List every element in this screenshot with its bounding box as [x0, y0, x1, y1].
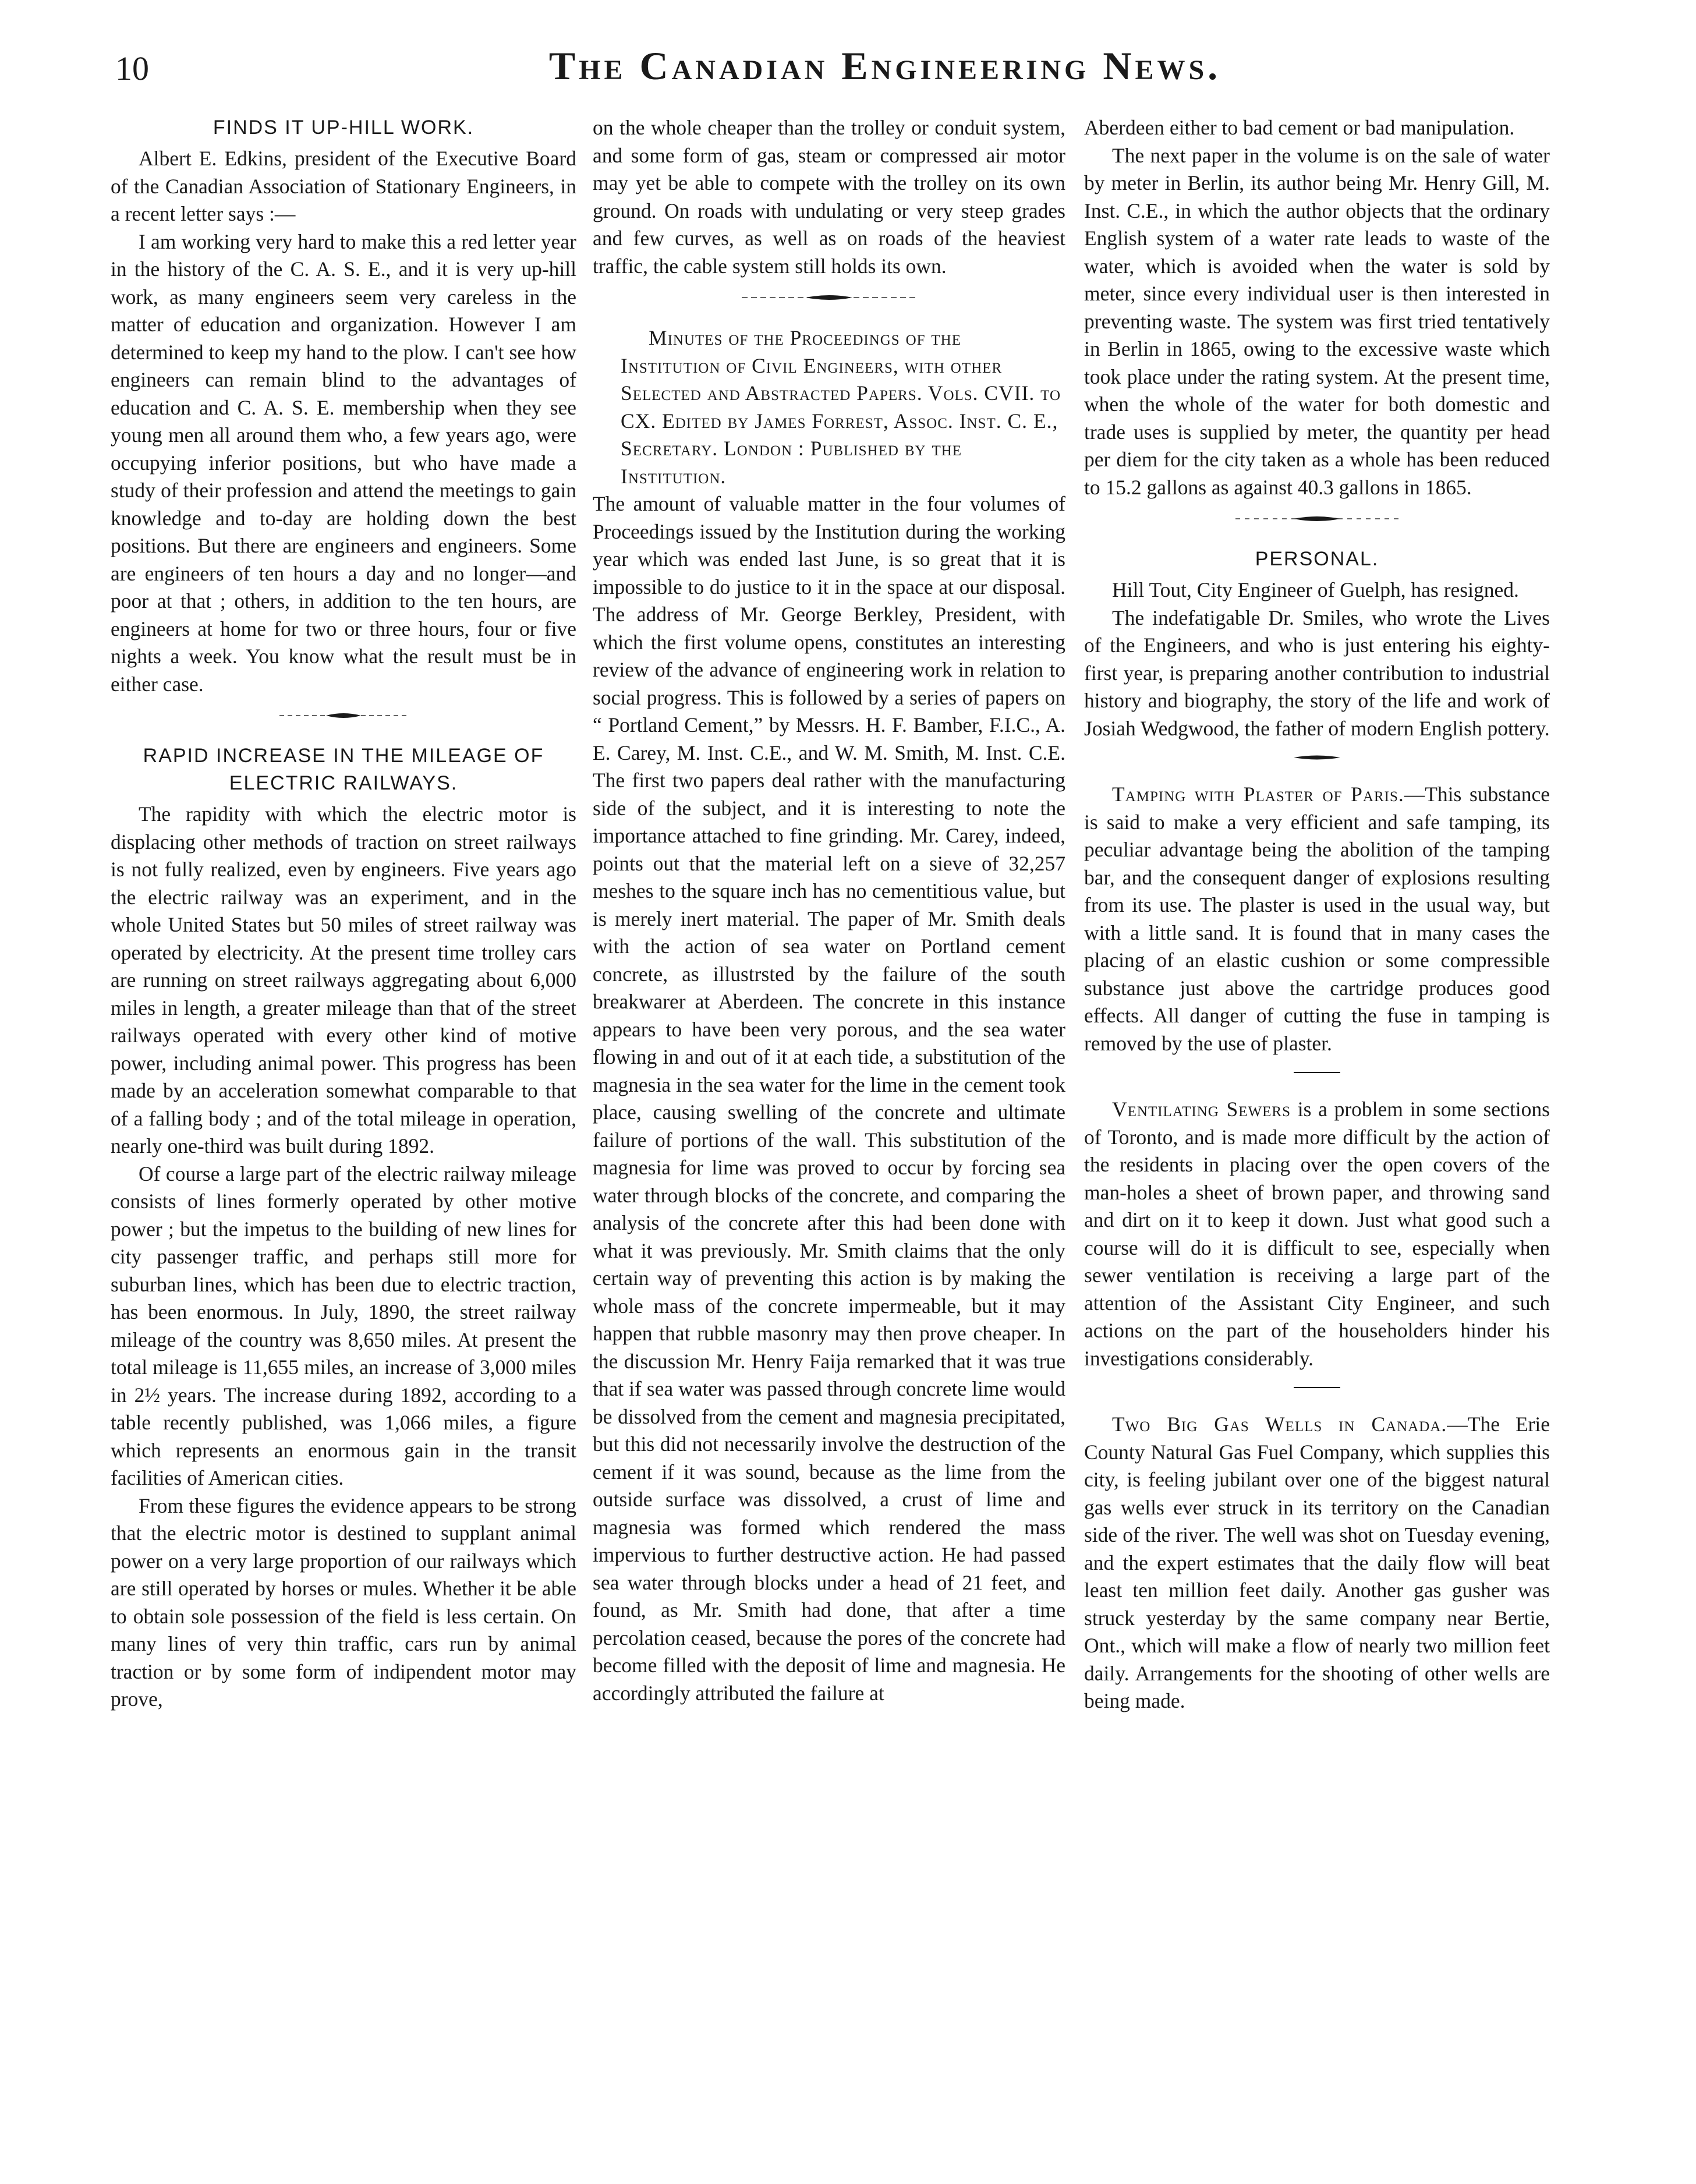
- item-body: is a problem in some sections of Toronto, and is made more difficult by the action of the residents in placing over the open covers of the man-holes a sheet of brown paper, and throwing sand and dirt on it to keep it down. Just what good such a course will do it is difficult to see, especially when sewer ventilation is receiving a large part of the attention of the Assistant City Engineer, and such actions on the part of the householders hinder his investigations considerably.: [1084, 1098, 1550, 1370]
- divider-ornament-icon: [1235, 513, 1398, 525]
- section-divider: [1084, 747, 1550, 768]
- item-tamping: [1084, 781, 1550, 1057]
- section-divider: [593, 286, 1065, 309]
- heading-rapid-increase: RAPID INCREASE IN THE MILEAGE OF ELECTRIC RAILWAYS.: [143, 745, 544, 794]
- section-divider: [1084, 1377, 1550, 1398]
- paragraph-continued: on the whole cheaper than the trolley or conduit system, and some form of gas, steam or compressed air motor may yet be able to compete with the trolley on its own ground. On roads with undulating or very steep grades and few curves, as well as on roads of the heaviest traffic, the cable system still holds its own.: [593, 116, 1065, 278]
- section-divider: [111, 704, 576, 727]
- item-ventilating-sewers: [1084, 1096, 1550, 1372]
- column-left: [111, 114, 576, 2140]
- heading-personal: PERSONAL.: [1255, 548, 1379, 570]
- paragraph: Albert E. Edkins, president of the Executive Board of the Canadian Association of Stationary Engineers, in a recent letter says :—: [111, 147, 576, 225]
- paragraph-continued: Aberdeen either to bad cement or bad manipulation.: [1084, 116, 1515, 139]
- paragraph: The rapidity with which the electric motor is displacing other methods of traction on street railways is not fully realized, even by engineers. Five years ago the electric railway was an experiment, and in the whole United States but 50 miles of street railway was operated by electricity. At the present time trolley cars are running on street railways aggregating about 6,000 miles in length, a greater mileage than that of the street railways operated with every other kind of motive power, including animal power. This progress has been made by an acceleration somewhat comparable to that of a falling body ; and of the total mileage in operation, nearly one-third was built during 1892.: [111, 802, 576, 1158]
- item-gas-wells: [1084, 1411, 1550, 1715]
- paragraph: Hill Tout, City Engineer of Guelph, has resigned.: [1112, 578, 1519, 601]
- paragraph: The next paper in the volume is on the sale of water by meter in Berlin, its author being Mr. Henry Gill, M. Inst. C.E., in which the author objects that the ordinary English system of a water rate leads to waste of the water, which is avoided when the water is sold by meter, since every individual user is then interested in preventing waste. The system was first tried tentatively in Berlin in 1865, owing to the excessive waste which took place under the rating system. At the present time, when the whole of the water for both domestic and trade uses is supplied by meter, the quantity per head per diem for the city taken as a whole has been reduced to 15.2 gallons as against 40.3 gallons in 1865.: [1084, 143, 1550, 499]
- column-right: [1084, 114, 1550, 2140]
- item-lead: Ventilating Sewers: [1112, 1098, 1291, 1121]
- paragraph: The indefatigable Dr. Smiles, who wrote the Lives of the Engineers, and who is just entering his eighty-first year, is preparing another contribution to industrial history and biography, the story of the life and work of Josiah Wedgwood, the father of modern English pottery.: [1084, 606, 1550, 740]
- divider-rule-icon: [1288, 1382, 1346, 1393]
- page-number: 10: [115, 49, 149, 87]
- masthead: The Canadian Engineering News.: [548, 44, 1221, 88]
- section-divider: [1084, 1062, 1550, 1083]
- paragraph: From these figures the evidence appears to be strong that the electric motor is destined to supplant animal power on a very large proportion of our railways which are still operated by horses or mules. Whether it be able to obtain sole possession of the field is less certain. On many lines of very thin traffic, cars run by animal traction or by some form of indipendent motor may prove,: [111, 1493, 576, 1711]
- heading-finds-it-up-hill-work: FINDS IT UP-HILL WORK.: [213, 116, 475, 139]
- column-middle: [593, 114, 1065, 2140]
- item-lead: Tamping with Plaster of Paris.: [1112, 783, 1404, 806]
- review-header: Minutes of the Proceedings of the Institution of Civil Engineers, with other Selected and Abstracted Papers. Vols. CVII. to CX. Edited by James Forrest, Assoc. Inst. C. E., Secretary. London : Published by the Institution.: [621, 326, 1061, 488]
- paragraph: Of course a large part of the electric railway mileage consists of lines formerly operated by other motive power ; but the impetus to the building of new lines for city passenger traffic, and perhaps still more for suburban lines, which has been due to electric traction, has been enormous. In July, 1890, the street railway mileage of the country was 8,650 miles. At present the total mileage is 11,655 miles, an increase of 3,000 miles in 2½ years. The increase during 1892, according to a table recently published, was 1,066 miles, a figure which represents an enormous gain in the transit facilities of American cities.: [111, 1162, 576, 1489]
- divider-ornament-icon: [742, 292, 916, 303]
- divider-rule-icon: [1288, 1067, 1346, 1078]
- review-paragraph: The amount of valuable matter in the four volumes of Proceedings issued by the Institution during the working year which was ended last June, is so great that it is impossible to do justice to it in the space at our disposal. The address of Mr. George Berkley, President, with which the first volume opens, constitutes an interesting review of the advance of engineering work in relation to social progress. This is followed by a series of papers on “ Portland Cement,” by Messrs. H. F. Bamber, F.I.C., A. E. Carey, M. Inst. C.E., and W. M. Smith, M. Inst. C.E. The first two papers deal rather with the manufacturing side of the subject, and it is interesting to note the importance attached to fine grinding. Mr. Carey, indeed, points out that the material left on a sieve of 32,257 meshes to the square inch has no cementitious value, but is merely inert material. The paper of Mr. Smith deals with the action of sea water on Portland cement concrete, as illustrsted by the failure of the south breakwarer at Aberdeen. The concrete in this instance appears to have been very porous, and the sea water flowing in and out of it at each tide, a substitution of the magnesia in the sea water for the lime in the cement took place, causing swelling of the concrete and ultimate failure of portions of the wall. This substitution of the magnesia for lime was proved to occur by forcing sea water through blocks of the concrete, and comparing the analysis of the concrete after this had been done with what it was previously. Mr. Smith claims that the only certain way of preventing this action is by making the whole mass of the concrete impermeable, but it may happen that rubble masonry may then prove cheaper. In the discussion Mr. Henry Faija remarked that it was true that if sea water was passed through concrete lime would be dissolved from the cement and magnesia precipitated, but this did not necessarily involve the destruction of the cement if it was sound, because as the lime from the outside surface was dissolved, a crust of lime and magnesia was formed which rendered the mass impervious to further destructive action. He had passed sea water through blocks under a head of 21 feet, and found, as Mr. Smith had done, that after a time percolation ceased, because the pores of the concrete had become filled with the deposit of lime and magnesia. He accordingly attributed the failure at: [593, 492, 1065, 1705]
- divider-ornament-icon: [1282, 752, 1352, 763]
- divider-ornament-icon: [279, 710, 408, 721]
- quote-paragraph: I am working very hard to make this a red letter year in the history of the C. A. S. E., and it is very up-hill work, as many engineers seem very careless in the matter of education and organization. However I am determined to keep my hand to the plow. I can't see how engineers can remain blind to the advantages of education and C. A. S. E. membership when they see young men all around them who, a few years ago, were occupying inferior positions, but who have made a study of their profession and attend the meetings to gain knowledge and to-day are holding down the best positions. But there are engineers and engineers. Some are engineers of ten hours a day and no longer—and poor at that ; others, in addition to the ten hours, are engineers at home for two or three hours, four or five nights a week. You know what the result must be in either case.: [111, 229, 576, 696]
- item-body: —This substance is said to make a very efficient and safe tamping, its peculiar advantage being the abolition of the tamping bar, and the consequent danger of explosions resulting from its use. The plaster is used in the usual way, but with a little sand. It is found that in many cases the placing of an elastic cushion or some compressible substance just above the cartridge produces good effects. All danger of cutting the fuse in tamping is removed by the use of plaster.: [1084, 783, 1550, 1055]
- item-lead: Two Big Gas Wells in Canada.: [1112, 1413, 1447, 1436]
- item-body: —The Erie County Natural Gas Fuel Company, which supplies this city, is feeling jubilant over one of the biggest natural gas wells ever struck in its territory on the Canadian side of the river. The well was shot on Tuesday evening, and the expert estimates that the daily flow will beat least ten million feet daily. Another gas gusher was struck yesterday by the same company near Bertie, Ont., which will make a flow of nearly two million feet daily. Arrangements for the shooting of other wells are being made.: [1084, 1413, 1550, 1712]
- section-divider: [1084, 507, 1550, 530]
